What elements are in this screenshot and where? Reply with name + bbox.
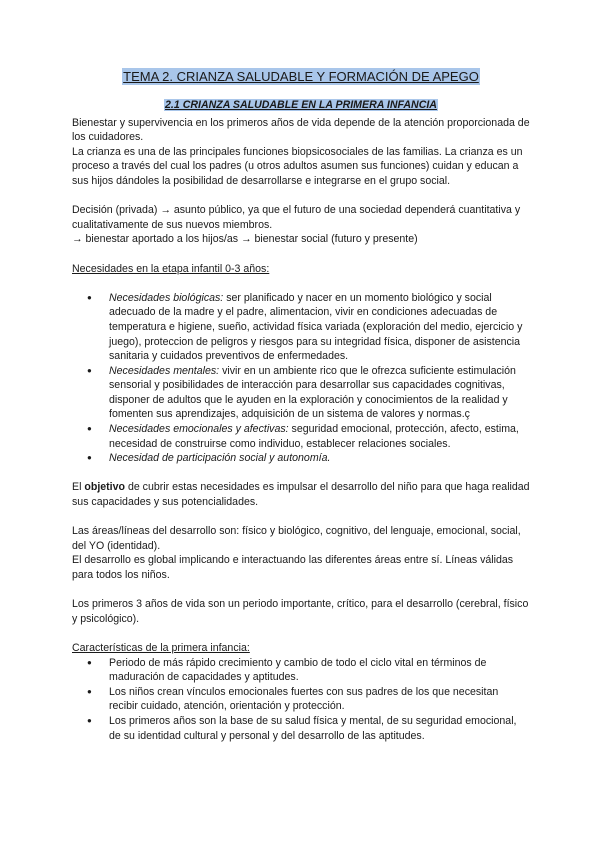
section-heading: 2.1 CRIANZA SALUDABLE EN LA PRIMERA INFANCIA xyxy=(165,99,437,111)
page-title: TEMA 2. CRIANZA SALUDABLE Y FORMACIÓN DE APEGO xyxy=(123,69,479,84)
needs-list xyxy=(72,291,530,466)
areas-paragraph-1: Las áreas/líneas del desarrollo son: físico y biológico, cognitivo, del lenguaje, emocional, social, del YO (identidad). xyxy=(72,525,521,552)
wellbeing-paragraph: → bienestar aportado a los hijos/as → bienestar social (futuro y presente) xyxy=(72,233,418,246)
need-label: Necesidades mentales: xyxy=(109,364,220,377)
needs-heading: Necesidades en la etapa infantil 0-3 años: xyxy=(72,262,270,275)
objective-after: de cubrir estas necesidades es impulsar el desarrollo del niño para que haga realidad sus capacidades y sus potencialidades. xyxy=(72,481,530,509)
characteristics-list xyxy=(72,656,530,744)
objective-before: El xyxy=(72,481,85,494)
need-label: Necesidades emocionales y afectivas: xyxy=(109,423,289,436)
subtitle-block xyxy=(72,98,530,113)
document-page xyxy=(72,68,530,743)
list-item xyxy=(72,422,530,451)
list-item xyxy=(72,364,530,422)
decision-paragraph: Decisión (privada) → asunto público, ya que el futuro de una sociedad dependerá cuantitativa y cualitativamente de sus nuevos miembros. xyxy=(72,204,521,231)
need-label: Necesidad de participación social y autonomía. xyxy=(109,452,331,465)
first-years-paragraph: Los primeros 3 años de vida son un periodo importante, crítico, para el desarrollo (cerebral, físico y psicológico). xyxy=(72,598,529,625)
list-item: ● Los primeros años son la base de su salud física y mental, de su seguridad emocional, de su identidad cultural y personal y del desarrollo de las aptitudes. xyxy=(72,714,530,743)
list-item xyxy=(72,451,530,466)
intro-paragraph-2: La crianza es una de las principales funciones biopsicosociales de las familias. La crianza es un proceso a través del cual los padres (u otros adultos asumen sus funciones) cuidan y educan a sus hijos dándoles la posibilidad de desarrollarse e integrarse en el grupo social. xyxy=(72,145,523,187)
objective-bold: objetivo xyxy=(84,481,125,494)
need-text: vivir en un ambiente rico que le ofrezca suficiente estimulación sensorial y posibilidades de interacción para desarrollar sus capacidades cognitivas, disponer de adultos que le ayuden en la exploración y conocimientos de la realidad y fomenten sus aprendizajes, adquisición de un sistema de valores y normas.ç xyxy=(109,364,516,421)
characteristics-heading: Características de la primera infancia: xyxy=(72,641,250,654)
need-text: ser planificado y nacer en un momento biológico y social adecuado de la madre y el padre, alimentacion, vivir en condiciones adecuadas de temperatura e higiene, sueño, actividad física variada (exploración del medio, ejercicio y juego), proteccion de peligros y riesgos para su integridad física, disponer de asistencia sanitaria y cuidados preventivos de enfermedades. xyxy=(109,291,523,363)
need-label: Necesidades biológicas: xyxy=(109,291,224,304)
list-item xyxy=(72,291,530,364)
objective-paragraph xyxy=(72,480,530,509)
need-text: seguridad emocional, protección, afecto, estima, necesidad de construirse como individuo, establecer relaciones sociales. xyxy=(109,423,519,450)
intro-paragraph-1: Bienestar y supervivencia en los primeros años de vida depende de la atención proporcionada de los cuidadores. xyxy=(72,116,530,144)
areas-paragraph-2: El desarrollo es global implicando e interactuando las diferentes áreas entre sí. Líneas válidas para todos los niños. xyxy=(72,554,514,581)
title-block xyxy=(72,68,530,86)
list-item: ● Periodo de más rápido crecimiento y cambio de todo el ciclo vital en términos de maduración de capacidades y aptitudes. xyxy=(72,656,530,685)
list-item: ● Los niños crean vínculos emocionales fuertes con sus padres de los que necesitan recibir cuidado, atención, orientación y protección. xyxy=(72,685,530,714)
